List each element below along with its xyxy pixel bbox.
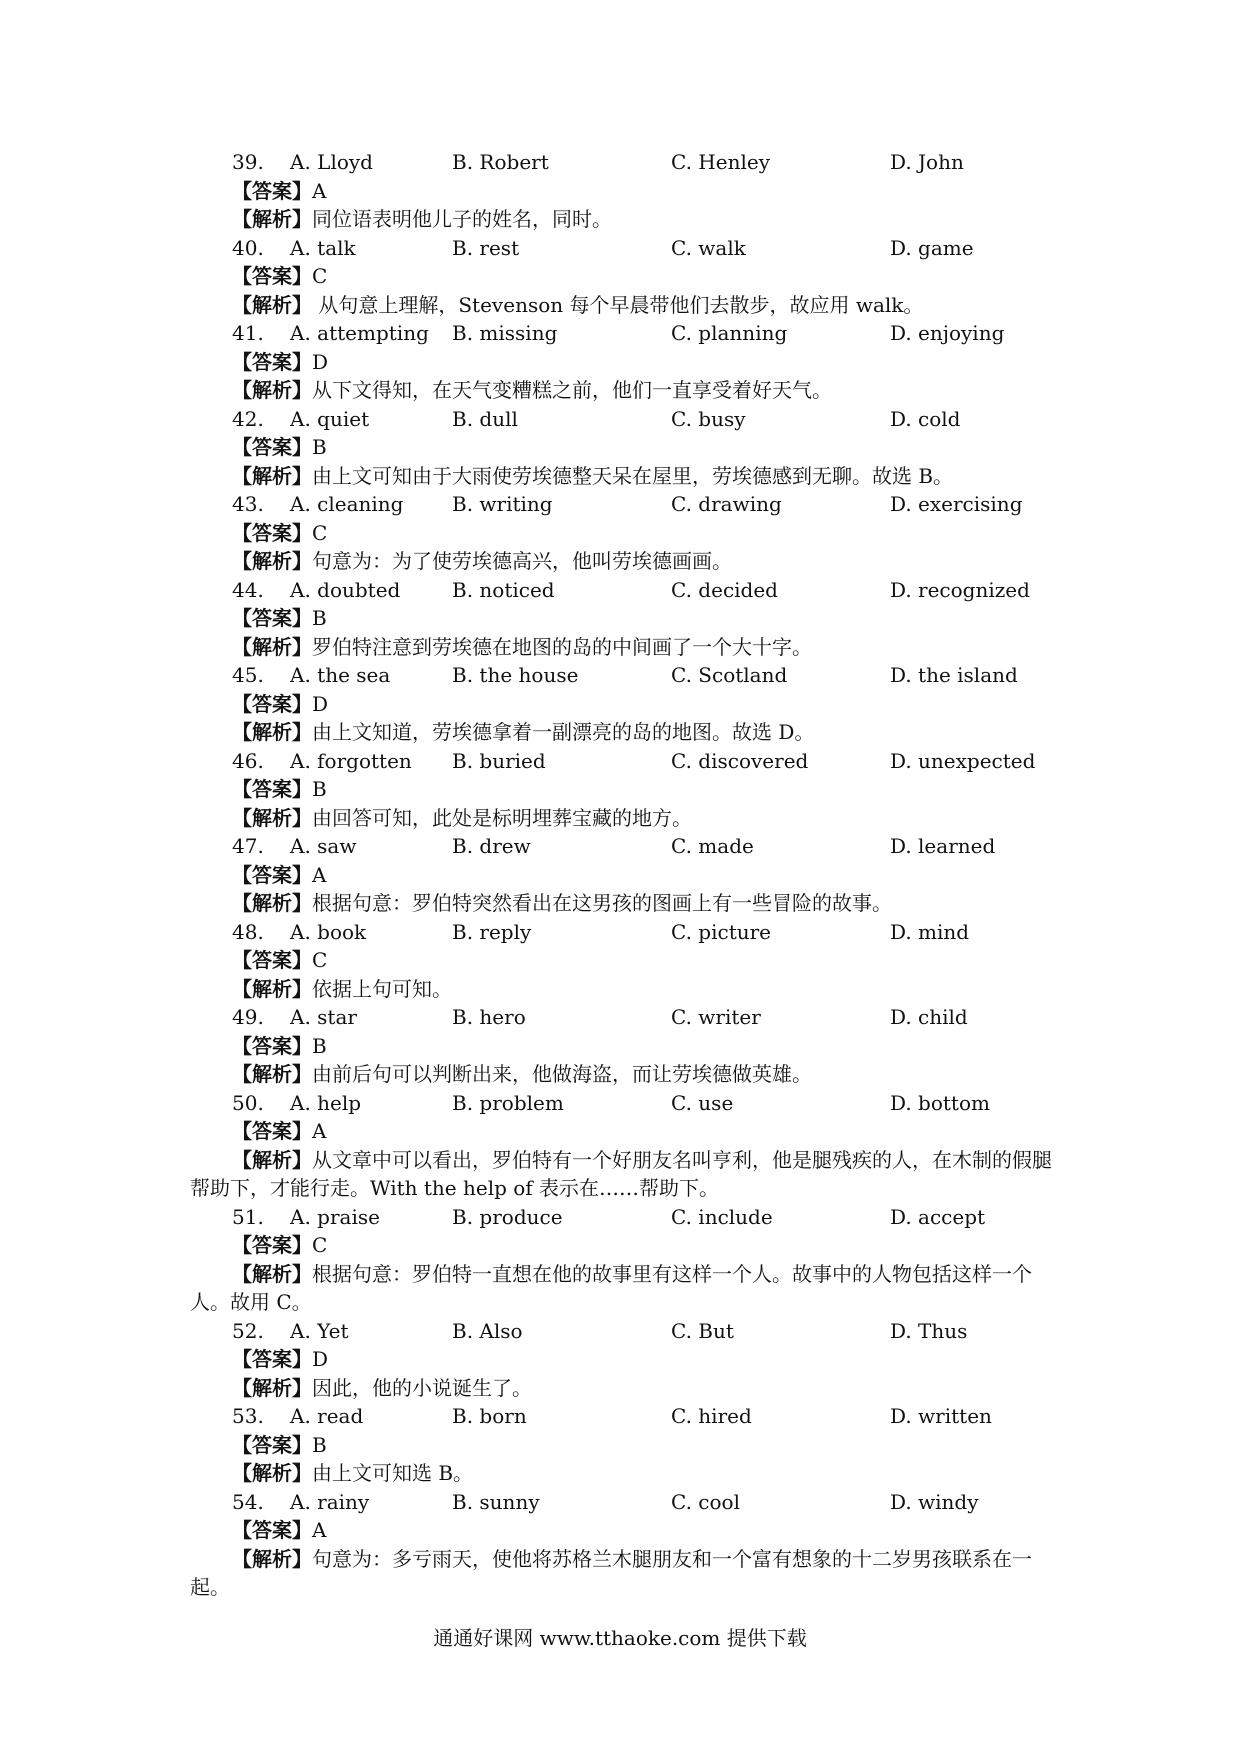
question-number: 49.	[232, 1005, 264, 1029]
option-b: B. reply	[452, 919, 532, 944]
explanation-line	[190, 1545, 1060, 1602]
question-block	[190, 1003, 1060, 1089]
question-number: 45.	[232, 663, 264, 687]
question-block	[190, 918, 1060, 1004]
option-c: C. include	[671, 1204, 773, 1229]
explanation-text: 由回答可知，此处是标明埋葬宝藏的地方。	[312, 805, 692, 830]
explanation-text: 句意为：多亏雨天，使他将苏格兰木腿朋友和一个富有想象的十二岁男孩联系在一起。	[190, 1546, 1032, 1599]
question-number: 50.	[232, 1090, 264, 1115]
answer-label: 【答案】	[232, 264, 312, 288]
question-number: 44.	[232, 577, 264, 602]
option-d: D. Thus	[890, 1318, 968, 1343]
option-a: A. talk	[290, 235, 356, 260]
option-a: A. read	[290, 1404, 364, 1428]
question-number: 39.	[232, 150, 264, 174]
question-number: 48.	[232, 919, 264, 944]
option-c: C. Henley	[671, 150, 770, 174]
explanation-label: 【解析】	[232, 1546, 312, 1571]
answer-value: C	[312, 948, 328, 972]
question-options-row	[190, 661, 1060, 690]
explanation-line	[190, 462, 1060, 491]
explanation-text: 根据句意：罗伯特一直想在他的故事里有这样一个人。故事中的人物包括这样一个人。故用 C。	[190, 1261, 1032, 1314]
explanation-label: 【解析】	[232, 549, 312, 573]
answer-value: C	[312, 520, 328, 545]
option-a: A. saw	[290, 834, 357, 858]
option-d: D. learned	[890, 834, 996, 858]
option-a: A. rainy	[290, 1489, 370, 1514]
option-c: C. hired	[671, 1404, 752, 1428]
option-b: B. buried	[452, 748, 546, 773]
option-b: B. missing	[452, 321, 558, 345]
explanation-line	[190, 1146, 1060, 1203]
option-d: D. John	[890, 150, 964, 174]
explanation-label: 【解析】	[232, 292, 312, 317]
option-d: D. exercising	[890, 492, 1023, 516]
explanation-text: 因此，他的小说诞生了。	[312, 1375, 532, 1400]
answer-line	[190, 1117, 1060, 1146]
explanation-text: 由上文可知选 B。	[312, 1461, 474, 1485]
answer-label: 【答案】	[232, 1233, 312, 1257]
answer-label: 【答案】	[232, 1119, 312, 1143]
answer-line	[190, 604, 1060, 633]
option-b: B. sunny	[452, 1489, 540, 1514]
explanation-text: 句意为：为了使劳埃德高兴，他叫劳埃德画画。	[312, 549, 732, 573]
answer-value: A	[312, 862, 327, 887]
answer-label: 【答案】	[232, 777, 312, 801]
option-a: A. Lloyd	[290, 150, 373, 174]
question-block	[190, 576, 1060, 662]
option-d: D. mind	[890, 919, 970, 944]
option-b: B. rest	[452, 235, 520, 260]
answer-line	[190, 348, 1060, 377]
answer-value: A	[312, 1119, 327, 1143]
option-c: C. drawing	[671, 492, 782, 516]
option-c: C. planning	[671, 321, 788, 345]
option-d: D. cold	[890, 406, 961, 431]
answer-label: 【答案】	[232, 606, 312, 630]
question-options-row	[190, 1003, 1060, 1032]
option-b: B. born	[452, 1404, 527, 1428]
option-d: D. recognized	[890, 577, 1030, 602]
question-options-row	[190, 747, 1060, 776]
answer-value: D	[312, 691, 329, 716]
option-c: C. walk	[671, 235, 746, 260]
question-block	[190, 832, 1060, 918]
option-c: C. use	[671, 1090, 734, 1115]
option-c: C. picture	[671, 919, 772, 944]
answer-value: B	[312, 777, 327, 801]
answer-value: A	[312, 1518, 327, 1542]
explanation-line	[190, 889, 1060, 918]
question-block	[190, 661, 1060, 747]
answer-line	[190, 775, 1060, 804]
option-c: C. Scotland	[671, 663, 788, 687]
explanation-label: 【解析】	[232, 805, 312, 830]
answer-label: 【答案】	[232, 349, 312, 374]
answer-value: D	[312, 349, 329, 374]
answer-line	[190, 690, 1060, 719]
explanation-line	[190, 1260, 1060, 1317]
option-b: B. the house	[452, 663, 579, 687]
option-b: B. dull	[452, 406, 518, 431]
explanation-text: 由上文知道，劳埃德拿着一副漂亮的岛的地图。故选 D。	[312, 720, 815, 744]
question-block	[190, 1317, 1060, 1403]
explanation-text: 从下文得知，在天气变糟糕之前，他们一直享受着好天气。	[312, 378, 832, 402]
question-block	[190, 1089, 1060, 1203]
explanation-line	[190, 718, 1060, 747]
explanation-text: 从句意上理解，Stevenson 每个早晨带他们去散步，故应用 walk。	[312, 292, 924, 317]
option-d: D. child	[890, 1005, 968, 1029]
answer-label: 【答案】	[232, 862, 312, 887]
option-a: A. quiet	[290, 406, 370, 431]
question-number: 54.	[232, 1489, 264, 1514]
answer-value: D	[312, 1347, 329, 1371]
explanation-text: 依据上句可知。	[312, 976, 452, 1001]
question-block	[190, 319, 1060, 405]
explanation-text: 由上文可知由于大雨使劳埃德整天呆在屋里，劳埃德感到无聊。故选 B。	[312, 463, 954, 488]
answer-line	[190, 1231, 1060, 1260]
answer-label: 【答案】	[232, 1033, 312, 1058]
answer-label: 【答案】	[232, 1347, 312, 1371]
question-options-row	[190, 918, 1060, 947]
answer-label: 【答案】	[232, 1518, 312, 1542]
question-options-row	[190, 148, 1060, 177]
question-block	[190, 490, 1060, 576]
answer-line	[190, 1032, 1060, 1061]
option-a: A. the sea	[290, 663, 391, 687]
explanation-line	[190, 1374, 1060, 1403]
question-options-row	[190, 832, 1060, 861]
question-number: 40.	[232, 235, 264, 260]
explanation-line	[190, 1459, 1060, 1488]
option-c: C. cool	[671, 1489, 740, 1514]
answer-line	[190, 262, 1060, 291]
explanation-text: 由前后句可以判断出来，他做海盗，而让劳埃德做英雄。	[312, 1062, 812, 1086]
option-a: A. forgotten	[290, 748, 412, 773]
explanation-label: 【解析】	[232, 1375, 312, 1400]
answer-value: A	[312, 178, 327, 203]
option-c: C. made	[671, 834, 754, 858]
explanation-line	[190, 633, 1060, 662]
explanation-label: 【解析】	[232, 720, 312, 744]
answer-label: 【答案】	[232, 691, 312, 716]
explanation-line	[190, 291, 1060, 320]
answer-label: 【答案】	[232, 1432, 312, 1457]
explanation-line	[190, 547, 1060, 576]
explanation-label: 【解析】	[232, 1062, 312, 1086]
question-options-row	[190, 490, 1060, 519]
explanation-text: 同位语表明他儿子的姓名，同时。	[312, 207, 612, 231]
question-options-row	[190, 1317, 1060, 1346]
question-options-row	[190, 576, 1060, 605]
option-c: C. busy	[671, 406, 746, 431]
question-block	[190, 405, 1060, 491]
option-a: A. doubted	[290, 577, 401, 602]
answer-label: 【答案】	[232, 520, 312, 545]
option-d: D. the island	[890, 663, 1018, 687]
answer-label: 【答案】	[232, 435, 312, 459]
option-d: D. windy	[890, 1489, 979, 1514]
option-a: A. Yet	[290, 1318, 349, 1343]
question-number: 46.	[232, 748, 264, 773]
option-b: B. writing	[452, 492, 553, 516]
option-c: C. decided	[671, 577, 778, 602]
explanation-label: 【解析】	[232, 378, 312, 402]
answer-label: 【答案】	[232, 178, 312, 203]
option-a: A. star	[290, 1005, 357, 1029]
answer-line	[190, 519, 1060, 548]
explanation-line	[190, 1060, 1060, 1089]
question-number: 52.	[232, 1318, 264, 1343]
option-b: B. produce	[452, 1204, 563, 1229]
question-options-row	[190, 319, 1060, 348]
explanation-text: 根据句意：罗伯特突然看出在这男孩的图画上有一些冒险的故事。	[312, 891, 892, 915]
option-b: B. problem	[452, 1090, 564, 1115]
explanation-label: 【解析】	[232, 634, 312, 659]
option-d: D. unexpected	[890, 748, 1036, 773]
explanation-label: 【解析】	[232, 1147, 312, 1172]
explanation-label: 【解析】	[232, 1461, 312, 1485]
option-d: D. game	[890, 235, 974, 260]
answer-value: B	[312, 606, 327, 630]
option-b: B. drew	[452, 834, 531, 858]
question-options-row	[190, 405, 1060, 434]
option-b: B. Also	[452, 1318, 523, 1343]
question-number: 47.	[232, 834, 264, 858]
question-options-row	[190, 1203, 1060, 1232]
answer-line	[190, 861, 1060, 890]
answer-line	[190, 433, 1060, 462]
question-number: 53.	[232, 1404, 264, 1428]
question-block	[190, 1203, 1060, 1317]
explanation-line	[190, 205, 1060, 234]
question-number: 41.	[232, 321, 264, 345]
answer-value: C	[312, 1233, 328, 1257]
question-number: 42.	[232, 406, 264, 431]
question-options-row	[190, 1488, 1060, 1517]
option-b: B. Robert	[452, 150, 549, 174]
answer-key	[190, 148, 1060, 1602]
option-a: A. help	[290, 1090, 362, 1115]
question-number: 43.	[232, 492, 264, 516]
answer-value: B	[312, 1432, 327, 1457]
option-d: D. bottom	[890, 1090, 990, 1115]
explanation-line	[190, 975, 1060, 1004]
answer-line	[190, 1516, 1060, 1545]
option-a: A. cleaning	[290, 492, 404, 516]
question-block	[190, 148, 1060, 234]
option-d: D. written	[890, 1404, 992, 1428]
answer-line	[190, 1345, 1060, 1374]
question-options-row	[190, 1089, 1060, 1118]
explanation-label: 【解析】	[232, 1261, 312, 1286]
explanation-label: 【解析】	[232, 463, 312, 488]
answer-line	[190, 177, 1060, 206]
option-c: C. writer	[671, 1005, 761, 1029]
explanation-line	[190, 804, 1060, 833]
option-b: B. noticed	[452, 577, 555, 602]
question-number: 51.	[232, 1204, 264, 1229]
answer-value: C	[312, 264, 328, 288]
question-block	[190, 1488, 1060, 1602]
option-a: A. book	[290, 919, 367, 944]
option-a: A. praise	[290, 1204, 380, 1229]
option-a: A. attempting	[290, 321, 429, 345]
option-d: D. accept	[890, 1204, 986, 1229]
option-d: D. enjoying	[890, 321, 1005, 345]
answer-value: B	[312, 1033, 327, 1058]
answer-line	[190, 946, 1060, 975]
option-b: B. hero	[452, 1005, 526, 1029]
answer-line	[190, 1431, 1060, 1460]
explanation-text: 从文章中可以看出，罗伯特有一个好朋友名叫亨利，他是腿残疾的人，在木制的假腿帮助下，才能行走。With the help of 表示在……帮助下。	[190, 1147, 1052, 1200]
explanation-label: 【解析】	[232, 207, 312, 231]
question-options-row	[190, 1402, 1060, 1431]
option-c: C. discovered	[671, 748, 809, 773]
explanation-label: 【解析】	[232, 976, 312, 1001]
answer-value: B	[312, 435, 327, 459]
explanation-line	[190, 376, 1060, 405]
option-c: C. But	[671, 1318, 734, 1343]
answer-label: 【答案】	[232, 948, 312, 972]
question-block	[190, 234, 1060, 320]
question-block	[190, 747, 1060, 833]
question-options-row	[190, 234, 1060, 263]
explanation-text: 罗伯特注意到劳埃德在地图的岛的中间画了一个大十字。	[312, 634, 812, 659]
explanation-label: 【解析】	[232, 891, 312, 915]
page-footer: 通通好课网 www.tthaoke.com 提供下载	[433, 1626, 807, 1650]
question-block	[190, 1402, 1060, 1488]
